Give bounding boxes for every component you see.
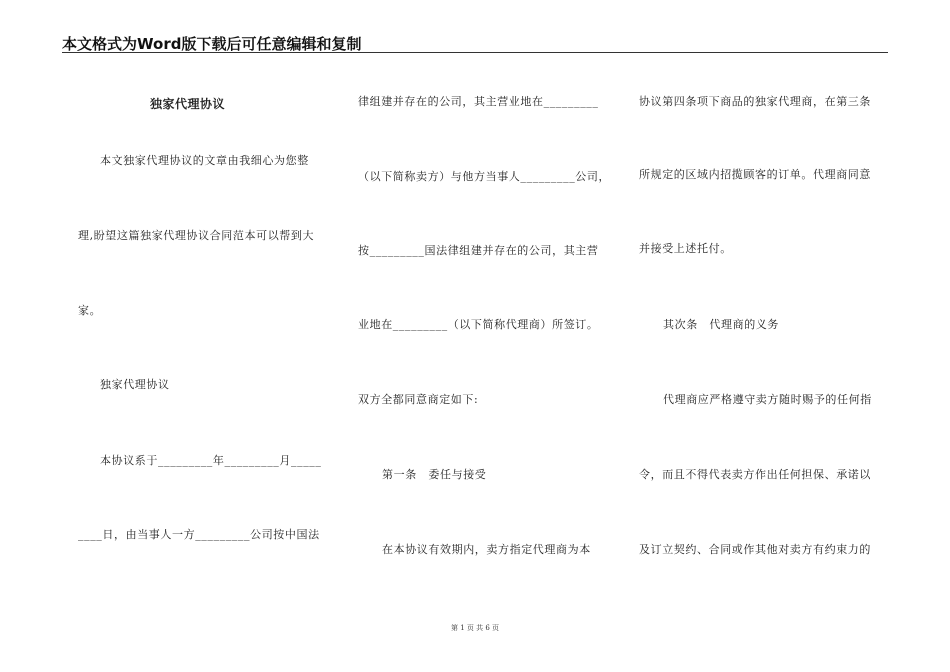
paragraph-line: 第一条 委任与接受 — [382, 468, 487, 481]
paragraph-line: 律组建并存在的公司，其主营业地在_________ — [358, 95, 599, 108]
paragraph-line: 本协议系于_________年_________月_____ — [100, 454, 322, 467]
download-banner: 本文格式为Word版下载后可任意编辑和复制 — [62, 35, 362, 53]
paragraph-line: 所规定的区域内招揽顾客的订单。代理商同意 — [639, 168, 871, 181]
paragraph-line: ____日，由当事人一方_________公司按中国法 — [78, 528, 320, 541]
paragraph-line: 理,盼望这篇独家代理协议合同范本可以帮到大 — [78, 229, 315, 242]
document-title: 独家代理协议 — [150, 97, 226, 111]
paragraph-line: 独家代理协议 — [100, 378, 170, 391]
header-divider — [62, 52, 888, 53]
paragraph-line: 及订立契约、合同或作其他对卖方有约束力的 — [639, 543, 871, 556]
paragraph-line: 并接受上述托付。 — [639, 242, 732, 255]
paragraph-line: 家。 — [78, 304, 102, 317]
paragraph-line: 本文独家代理协议的文章由我细心为您整 — [100, 154, 309, 167]
paragraph-line: 协议第四条项下商品的独家代理商，在第三条 — [639, 95, 871, 108]
paragraph-line: 其次条 代理商的义务 — [663, 318, 779, 331]
paragraph-line: 业地在_________（以下简称代理商）所签订。 — [358, 318, 599, 331]
paragraph-line: 令，而且不得代表卖方作出任何担保、承诺以 — [639, 468, 871, 481]
paragraph-line: 双方全都同意商定如下: — [358, 393, 479, 406]
paragraph-line: （以下简称卖方）与他方当事人_________公司， — [358, 170, 611, 183]
paragraph-line: 在本协议有效期内，卖方指定代理商为本 — [382, 543, 591, 556]
paragraph-line: 代理商应严格遵守卖方随时赐予的任何指 — [663, 393, 872, 406]
page-number: 第 1 页 共 6 页 — [450, 624, 500, 632]
paragraph-line: 按_________国法律组建并存在的公司，其主营 — [358, 244, 599, 257]
